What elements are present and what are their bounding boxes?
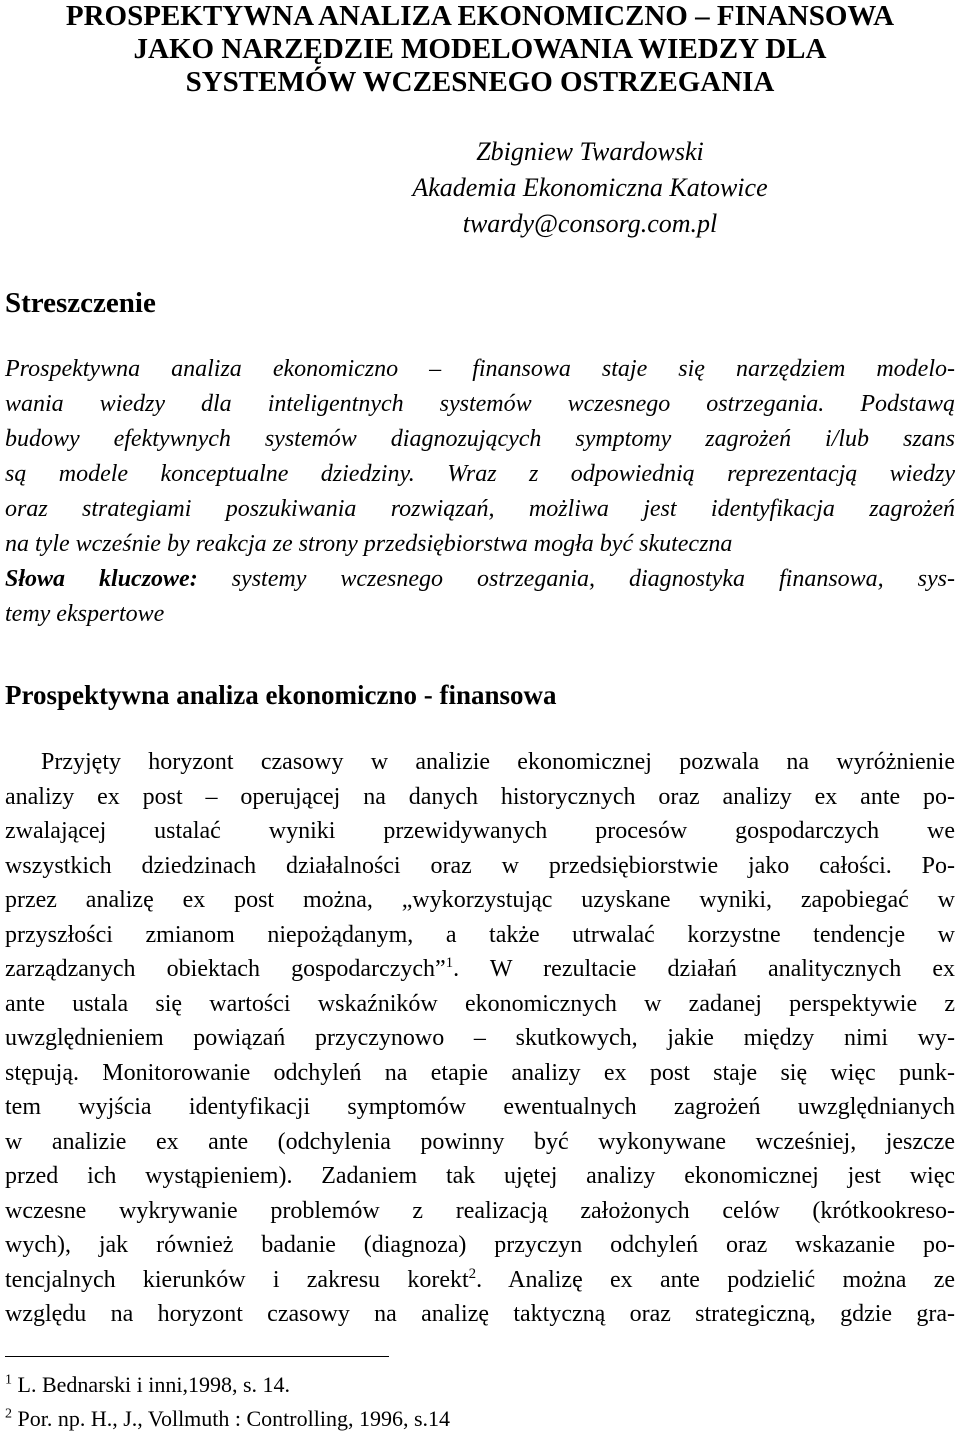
body-line: wych), jak również badanie (diagnoza) przyczyn odchyleń oraz wskazanie po- [5,1232,955,1258]
footnote [5,1402,450,1436]
footnote-text: Por. np. H., J., Vollmuth : Controlling, 1996, s.14 [12,1406,451,1431]
footnote-number: 2 [5,1406,12,1422]
body-line: stępują. Monitorowanie odchyleń na etapie analizy ex post staje się więc punk- [5,1059,955,1086]
footnote-ref[interactable]: 1 [445,955,454,971]
keywords-line: temy ekspertowe [5,601,165,627]
keywords-line [5,562,955,597]
body-line: ante ustala się wartości wskaźników ekonomicznych w zadanej perspektywie z [5,990,955,1017]
body-line: wszystkich dziedzinach działalności oraz w przedsiębiorstwie jako całości. Po- [5,852,955,879]
body-line [5,1263,955,1298]
body-text-fragment: zarządzanych obiektach gospodarczych” [5,956,446,982]
body-line: tem wyjścia identyfikacji symptomów ewentualnych zagrożeń uwzględnianych [5,1094,955,1120]
body-line: zwalającej ustalać wyniki przewidywanych procesów gospodarczych we [5,818,955,844]
body-line: przed ich wystąpieniem). Zadaniem tak ujętej analizy ekonomicznej jest więc [5,1163,955,1189]
footnote-text: L. Bednarski i inni,1998, s. 14. [12,1372,291,1397]
body-line: uwzględnieniem powiązań przyczynowo – skutkowych, jakie między nimi wy- [5,1025,955,1051]
author-block [220,134,960,242]
body-line: względu na horyzont czasowy na analizę taktyczną oraz strategiczną, gdzie gra- [5,1301,955,1327]
body-line: wczesne wykrywanie problemów z realizacją założonych celów (krótkookreso- [5,1197,955,1224]
title-line: PROSPEKTYWNA ANALIZA EKONOMICZNO – FINANSOWA [65,0,895,32]
title-line: SYSTEMÓW WCZESNEGO OSTRZEGANIA [185,66,775,98]
body-line: Przyjęty horyzont czasowy w analizie ekonomicznej pozwala na wyróżnienie [41,749,955,775]
abstract-line: na tyle wcześnie by reakcja ze strony przedsiębiorstwa mogła być skuteczna [5,531,733,557]
body-line: analizy ex post – operującej na danych historycznych oraz analizy ex ante po- [5,783,955,810]
footnotes [5,1368,450,1436]
body-line: przyszłości zmianom niepożądanym, a także utrwalać korzystne tendencje w [5,921,955,948]
keywords-text: systemy wczesnego ostrzegania, diagnostyka finansowa, sys- [197,566,956,592]
body-line: w analizie ex ante (odchylenia powinny być wykonywane wcześniej, jeszcze [5,1128,955,1155]
keywords-label: Słowa kluczowe: [5,566,198,592]
abstract-line: są modele konceptualne dziedziny. Wraz z odpowiednią reprezentacją wiedzy [5,461,955,487]
footnote [5,1368,450,1402]
abstract-line: Prospektywna analiza ekonomiczno – finansowa staje się narzędziem modelo- [5,356,955,382]
section-body [5,745,955,1332]
body-text-fragment: tencjalnych kierunków i zakresu korekt [5,1266,469,1293]
title-line: JAKO NARZĘDZIE MODELOWANIA WIEDZY DLA [133,33,827,65]
abstract-line: wania wiedzy dla inteligentnych systemów wczesnego ostrzegania. Podstawą [5,391,955,417]
paper-title [0,0,960,99]
body-text-fragment: . Analizę ex ante podzielić można ze [476,1266,955,1293]
body-text-fragment: . W rezultacie działań analitycznych ex [453,956,955,982]
abstract-text [5,352,955,632]
author-affiliation: Akademia Ekonomiczna Katowice [412,173,768,202]
abstract-line: oraz strategiami poszukiwania rozwiązań, możliwa jest identyfikacja zagrożeń [5,496,955,522]
abstract-line: budowy efektywnych systemów diagnozujących symptomy zagrożeń i/lub szans [5,426,955,452]
author-name: Zbigniew Twardowski [476,137,704,166]
body-line: przez analizę ex post można, „wykorzystując uzyskane wyniki, zapobiegać w [5,887,955,913]
footnote-number: 1 [5,1372,12,1388]
body-line [5,952,955,987]
abstract-heading: Streszczenie [5,287,156,319]
section-heading: Prospektywna analiza ekonomiczno - finansowa [5,680,557,710]
footnote-divider [5,1356,389,1357]
footnote-ref[interactable]: 2 [468,1265,477,1282]
author-email[interactable]: twardy@consorg.com.pl [462,209,718,238]
